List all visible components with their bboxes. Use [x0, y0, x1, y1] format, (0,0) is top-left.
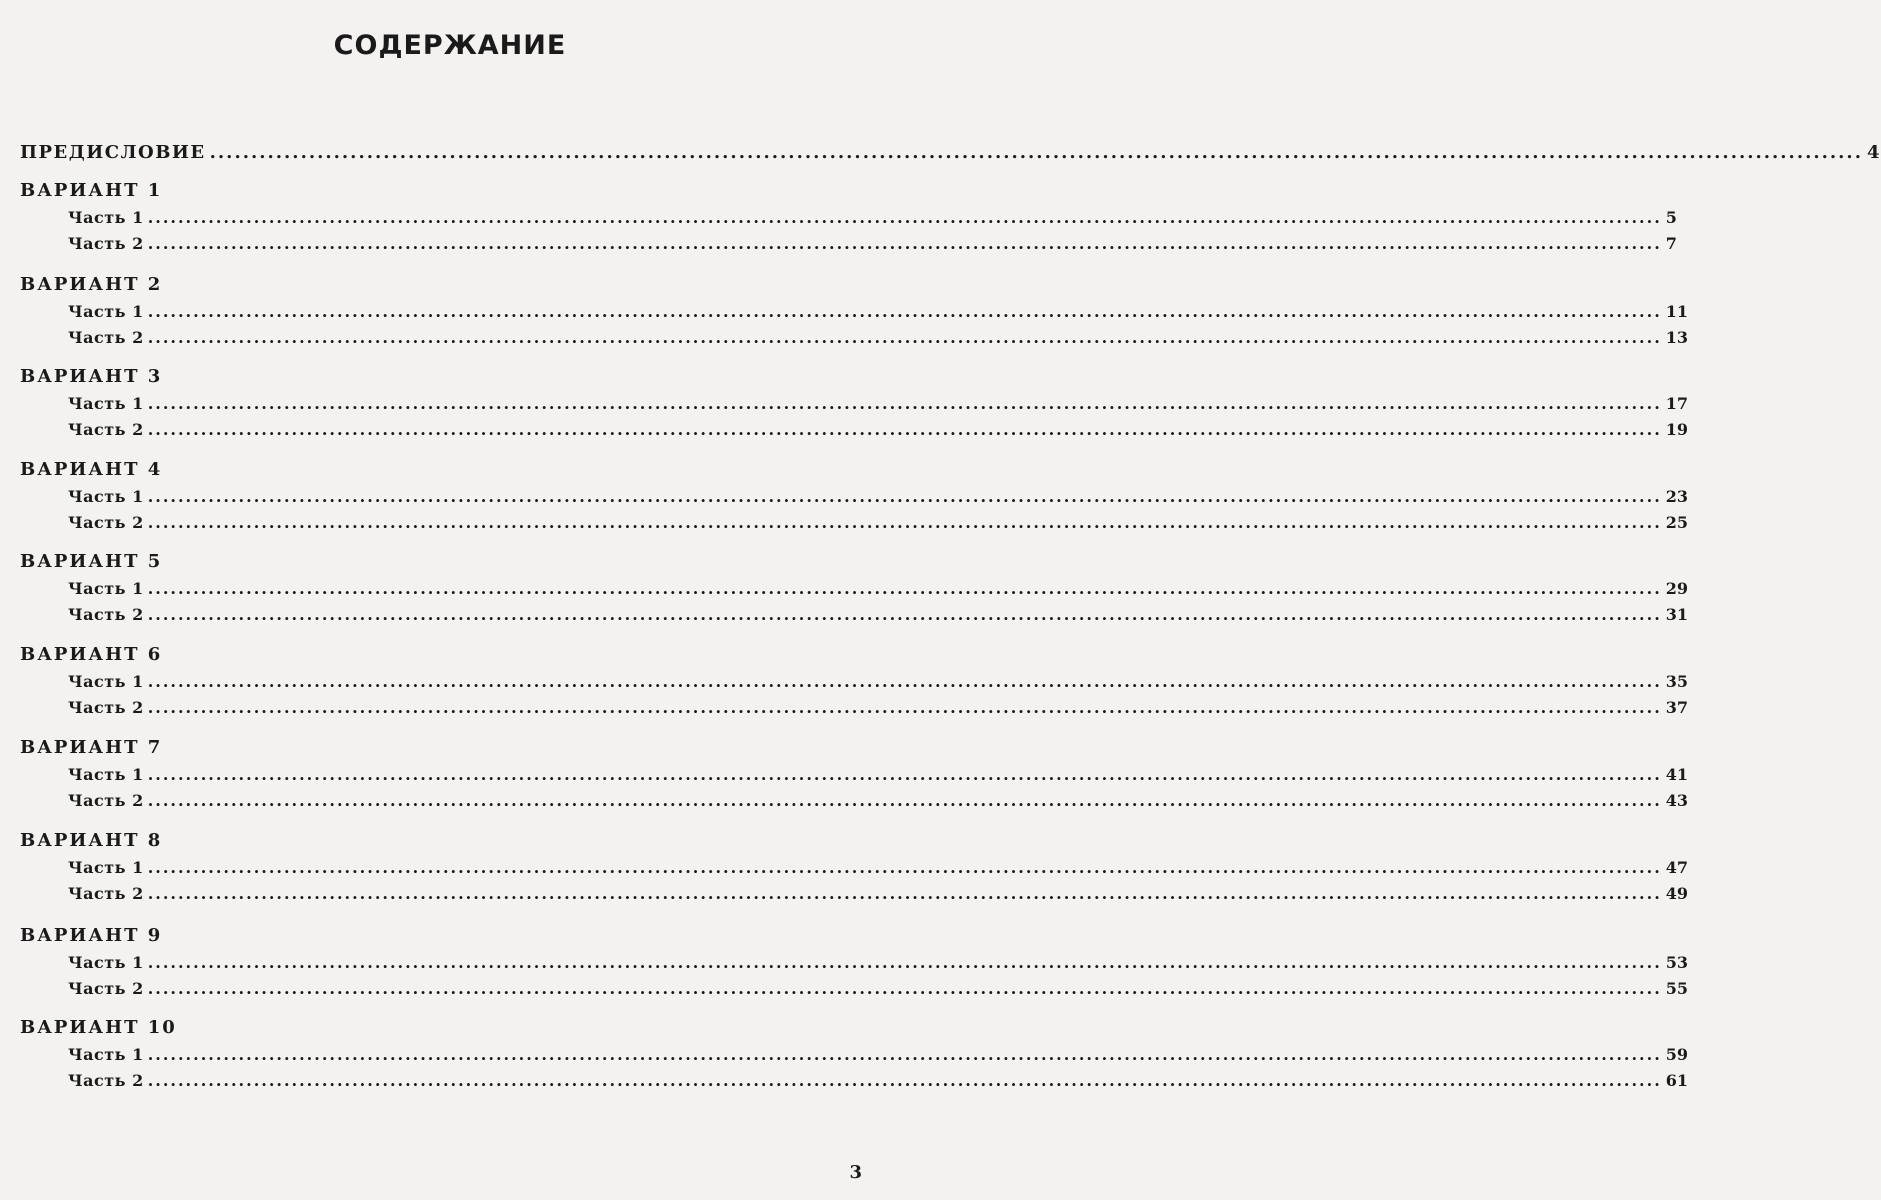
toc-page-number: 53	[1665, 953, 1689, 972]
toc-entry-part[interactable]	[68, 1045, 1689, 1069]
toc-entry-part[interactable]	[68, 208, 1677, 232]
toc-entry-label: Часть 2	[68, 1071, 144, 1090]
toc-entry-label: Часть 1	[68, 208, 144, 227]
toc-entry-label: Часть 2	[68, 234, 144, 253]
dot-leader: ........................................................................................................................................................................................................	[147, 979, 1662, 998]
toc-page-number: 13	[1665, 328, 1689, 347]
variant-heading[interactable]: ВАРИАНТ 7	[20, 737, 163, 758]
variant-heading[interactable]: ВАРИАНТ 8	[20, 830, 163, 851]
toc-entry-part[interactable]	[68, 791, 1689, 815]
toc-entry-preface[interactable]	[20, 142, 1881, 166]
dot-leader: ........................................................................................................................................................................................................	[147, 328, 1662, 347]
toc-entry-part[interactable]	[68, 394, 1689, 418]
toc-page-number: 4	[1866, 142, 1881, 163]
toc-entry-part[interactable]	[68, 1071, 1689, 1095]
dot-leader: ........................................................................................................................................................................................................	[147, 858, 1662, 877]
toc-entry-part[interactable]	[68, 420, 1689, 444]
toc-entry-label: Часть 2	[68, 698, 144, 717]
toc-page-number: 41	[1665, 765, 1689, 784]
dot-leader: ........................................................................................................................................................................................................	[147, 234, 1662, 253]
variant-heading[interactable]: ВАРИАНТ 1	[20, 180, 163, 201]
toc-entry-label: Часть 1	[68, 953, 144, 972]
toc-entry-label: Часть 2	[68, 328, 144, 347]
dot-leader: ........................................................................................................................................................................................................	[147, 420, 1662, 439]
toc-page-number: 23	[1665, 487, 1689, 506]
toc-entry-part[interactable]	[68, 487, 1689, 511]
dot-leader: ........................................................................................................................................................................................................	[209, 142, 1863, 163]
toc-entry-label: Часть 2	[68, 884, 144, 903]
toc-page-number: 47	[1665, 858, 1689, 877]
toc-entry-label: Часть 2	[68, 979, 144, 998]
toc-entry-label: Часть 2	[68, 420, 144, 439]
variant-heading[interactable]: ВАРИАНТ 6	[20, 644, 163, 665]
dot-leader: ........................................................................................................................................................................................................	[147, 1045, 1662, 1064]
toc-entry-part[interactable]	[68, 698, 1689, 722]
variant-heading[interactable]: ВАРИАНТ 4	[20, 459, 163, 480]
toc-page-number: 29	[1665, 579, 1689, 598]
toc-entry-label: Часть 1	[68, 672, 144, 691]
toc-entry-label: Часть 2	[68, 791, 144, 810]
toc-entry-part[interactable]	[68, 513, 1689, 537]
toc-entry-label: Часть 1	[68, 579, 144, 598]
toc-entry-label: Часть 1	[68, 487, 144, 506]
toc-entry-part[interactable]	[68, 234, 1677, 258]
dot-leader: ........................................................................................................................................................................................................	[147, 791, 1662, 810]
toc-entry-label: Часть 2	[68, 605, 144, 624]
toc-entry-part[interactable]	[68, 884, 1689, 908]
toc-entry-part[interactable]	[68, 579, 1689, 603]
toc-page-number: 49	[1665, 884, 1689, 903]
variant-heading[interactable]: ВАРИАНТ 5	[20, 551, 163, 572]
variant-heading[interactable]: ВАРИАНТ 10	[20, 1017, 177, 1038]
dot-leader: ........................................................................................................................................................................................................	[147, 394, 1662, 413]
dot-leader: ........................................................................................................................................................................................................	[147, 302, 1662, 321]
toc-entry-label: Часть 1	[68, 1045, 144, 1064]
toc-entry-label: Часть 1	[68, 302, 144, 321]
toc-entry-part[interactable]	[68, 672, 1689, 696]
toc-page-number: 25	[1665, 513, 1689, 532]
toc-page-number: 59	[1665, 1045, 1689, 1064]
toc-entry-part[interactable]	[68, 605, 1689, 629]
dot-leader: ........................................................................................................................................................................................................	[147, 208, 1662, 227]
page-title: СОДЕРЖАНИЕ	[333, 30, 567, 61]
toc-entry-label: Часть 1	[68, 858, 144, 877]
dot-leader: ........................................................................................................................................................................................................	[147, 672, 1662, 691]
toc-page-number: 31	[1665, 605, 1689, 624]
toc-page-number: 17	[1665, 394, 1689, 413]
dot-leader: ........................................................................................................................................................................................................	[147, 1071, 1662, 1090]
toc-entry-part[interactable]	[68, 765, 1689, 789]
toc-entry-part[interactable]	[68, 953, 1689, 977]
toc-page-number: 61	[1665, 1071, 1689, 1090]
toc-entry-label: Часть 1	[68, 765, 144, 784]
toc-entry-part[interactable]	[68, 858, 1689, 882]
dot-leader: ........................................................................................................................................................................................................	[147, 579, 1662, 598]
toc-entry-part[interactable]	[68, 979, 1689, 1003]
toc-page-number: 35	[1665, 672, 1689, 691]
toc-page-number: 43	[1665, 791, 1689, 810]
dot-leader: ........................................................................................................................................................................................................	[147, 884, 1662, 903]
toc-page-number: 37	[1665, 698, 1689, 717]
dot-leader: ........................................................................................................................................................................................................	[147, 953, 1662, 972]
variant-heading[interactable]: ВАРИАНТ 2	[20, 274, 163, 295]
variant-heading[interactable]: ВАРИАНТ 3	[20, 366, 163, 387]
page-number: 3	[849, 1162, 862, 1183]
toc-entry-label: Часть 2	[68, 513, 144, 532]
dot-leader: ........................................................................................................................................................................................................	[147, 698, 1662, 717]
toc-entry-part[interactable]	[68, 302, 1689, 326]
toc-entry-part[interactable]	[68, 328, 1689, 352]
toc-page-number: 55	[1665, 979, 1689, 998]
toc-entry-label: ПРЕДИСЛОВИЕ	[20, 142, 206, 163]
variant-heading[interactable]: ВАРИАНТ 9	[20, 925, 163, 946]
dot-leader: ........................................................................................................................................................................................................	[147, 605, 1662, 624]
toc-entry-label: Часть 1	[68, 394, 144, 413]
toc-page-number: 19	[1665, 420, 1689, 439]
toc-page-number: 11	[1665, 302, 1689, 321]
dot-leader: ........................................................................................................................................................................................................	[147, 765, 1662, 784]
toc-page-number: 7	[1665, 234, 1677, 253]
toc-page-number: 5	[1665, 208, 1677, 227]
dot-leader: ........................................................................................................................................................................................................	[147, 513, 1662, 532]
dot-leader: ........................................................................................................................................................................................................	[147, 487, 1662, 506]
